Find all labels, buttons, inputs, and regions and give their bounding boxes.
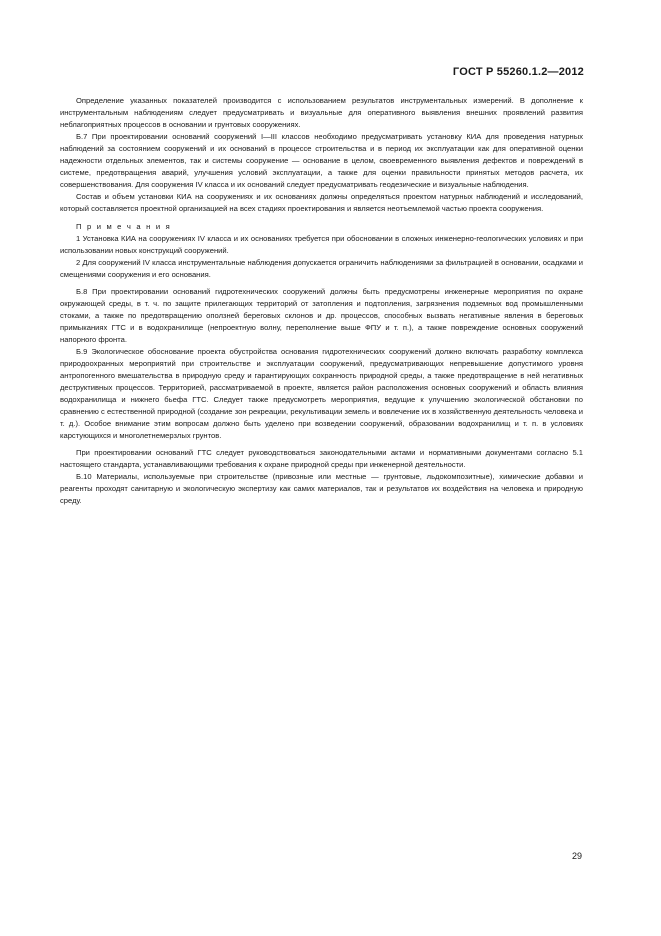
- note-1: 1 Установка КИА на сооружениях IV класса и их основаниях требуется при обосновании в сложных инженерно-геологических условиях и при использовании новых конструкций сооружений.: [60, 234, 583, 255]
- paragraph-measurements: Определение указанных показателей производится с использованием результатов инструментальных измерений. В дополнение к инструментальным наблюдениям следует предусматривать и визуальные для оперативного выявления внешних проявлений развития неблагоприятных процессов в основании и грунтовых сооружениях.: [60, 96, 583, 129]
- paragraph-b8: Б.8 При проектировании оснований гидротехнических сооружений должны быть предусмотрены инженерные мероприятия по охране окружающей среды, в т. ч. по защите прилегающих территорий от затопления и подтопления, загрязнения подземных вод промышленными стоками, а также по предотвращению оползней береговых склонов и др. процессов, способных вызвать негативные явления в береговых примыканиях ГТС и в водохранилище (непроектную волну, переполнение выше ФПУ и т. п.), а также повреждение основных сооружений напорного фронта.: [60, 287, 583, 344]
- note-2: 2 Для сооружений IV класса инструментальные наблюдения допускается ограничить наблюдениями за фильтрацией в основании, осадками и смещениями сооружения и его основания.: [60, 258, 583, 279]
- page-number: 29: [571, 851, 582, 861]
- paragraph-b9: Б.9 Экологическое обоснование проекта обустройства основания гидротехнических сооружений должно включать разработку комплекса природоохранных мероприятий при строительстве и эксплуатации сооружений, предусматривающих непревышение допустимого уровня антропогенного вмешательства в природную среду и гарантирующих сохранность природной среды, а также предотвращение в ней негативных деструктивных процессов. Территорией, рассматриваемой в проекте, является район расположения основных сооружений и область влияния водохранилища и нижнего бьефа ГТС. Следует также предусмотреть мероприятия, ведущие к улучшению экологической обстановки по сравнению с естественной природной (создание зон рекреации, рекультивации земель и вовлечение их в хозяйственную деятельность человека и т. д.). Особое внимание этим вопросам должно быть уделено при возведении сооружений, образовании водохранилищ и т. п. в условиях карстующихся и многолетнемерзлых грунтов.: [60, 347, 583, 440]
- document-code-header: ГОСТ Р 55260.1.2—2012: [452, 66, 584, 78]
- paragraph-b10: Б.10 Материалы, используемые при строительстве (привозные или местные — грунтовые, льдокомпозитные), химические добавки и реагенты проходят санитарную и экологическую экспертизу как самих материалов, так и результатов их воздействия на человека и природную среду.: [60, 472, 583, 505]
- notes-heading: П р и м е ч а н и я: [76, 222, 172, 231]
- document-body: [60, 95, 583, 507]
- paragraph-gts-regulations: При проектировании оснований ГТС следует руководствоваться законодательными актами и нормативными документами согласно 5.1 настоящего стандарта, устанавливающими требования к охране природной среды при инженерной деятельности.: [60, 448, 583, 469]
- paragraph-kia-composition: Состав и объем установки КИА на сооружениях и их основаниях должны определяться проектом натурных наблюдений и исследований, который составляется проектной организацией на всех стадиях проектирования и является неотъемлемой частью проекта сооружения.: [60, 192, 583, 213]
- paragraph-b7: Б.7 При проектировании оснований сооружений I—III классов необходимо предусматривать установку КИА для проведения натурных наблюдений за состоянием сооружений и их оснований в процессе строительства и в период их эксплуатации как для оперативной оценки надежности отдельных элементов, так и системы сооружение — основание в целом, своевременного выявления дефектов и повреждений в системе, предотвращения аварий, улучшения условий эксплуатации, а также для оценки правильности принятых методов расчета, их совершенствования. Для сооружения IV класса и их оснований следует предусматривать геодезические и визуальные наблюдения.: [60, 132, 583, 189]
